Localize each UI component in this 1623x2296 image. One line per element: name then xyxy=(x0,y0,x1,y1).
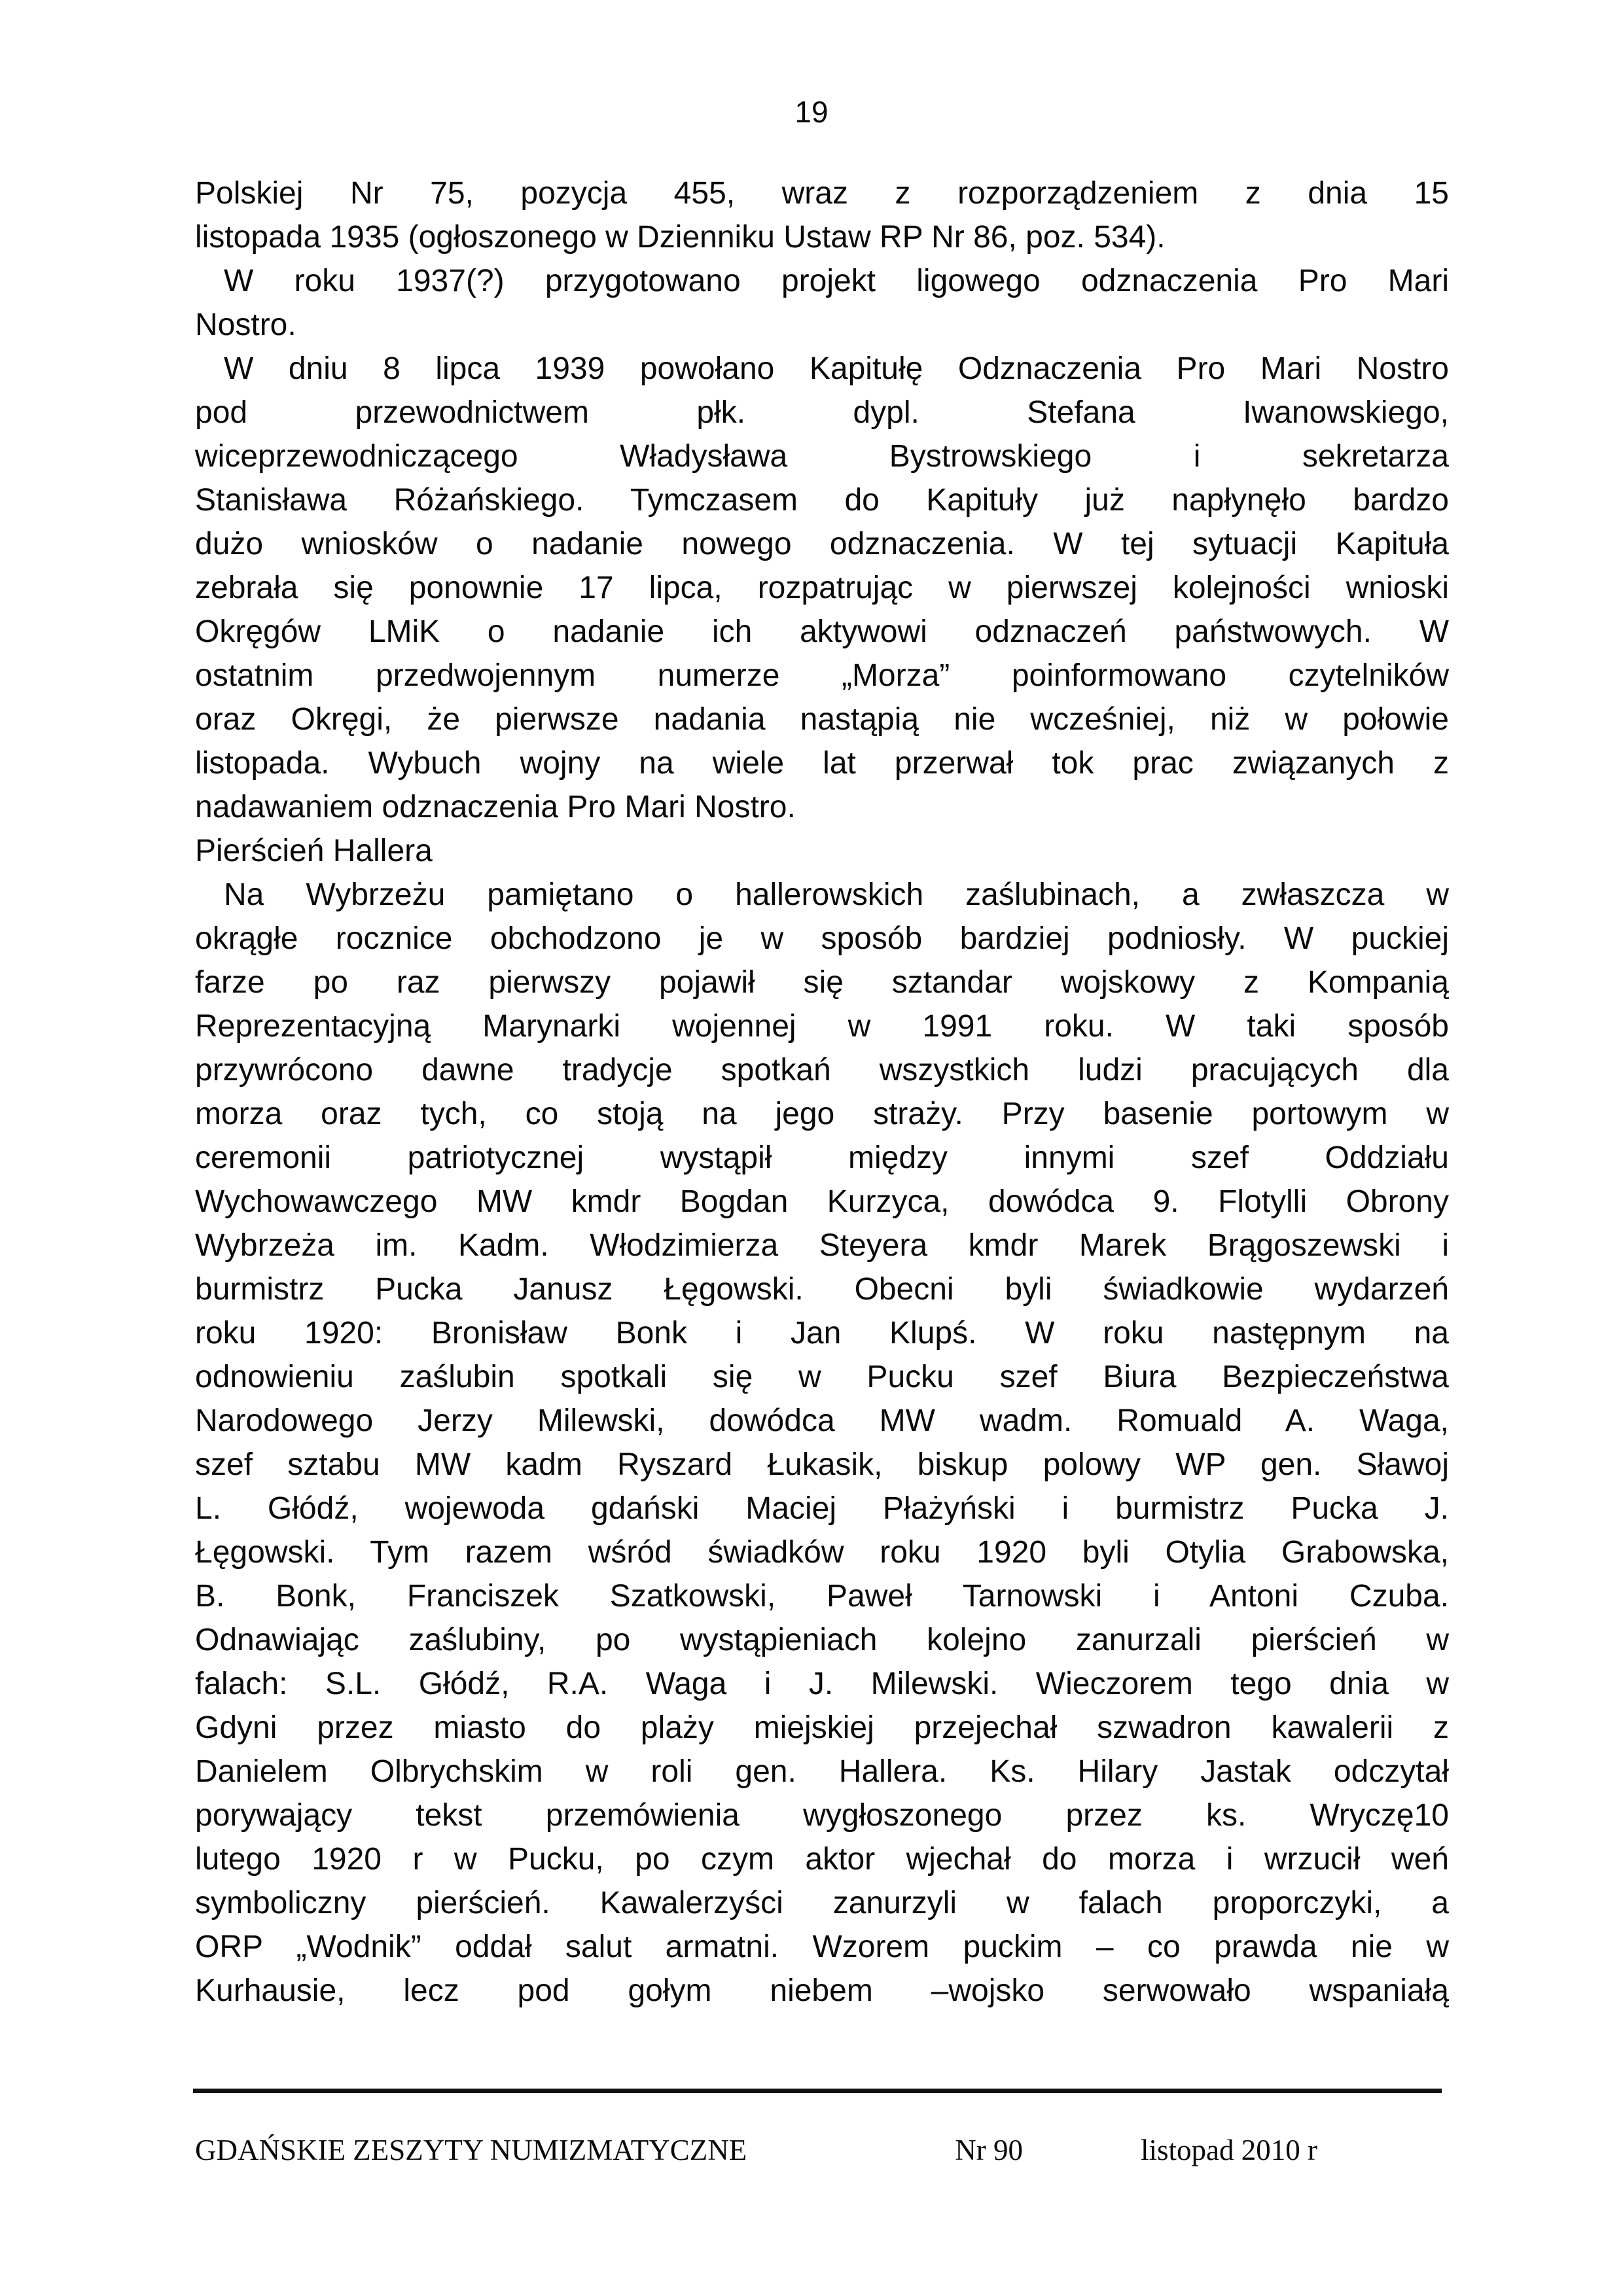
footer-date: listopad 2010 r xyxy=(1141,2134,1317,2166)
text-line: Reprezentacyjną Marynarki wojennej w 1991 roku. W taki sposób xyxy=(195,1009,1449,1044)
text-line: Łęgowski. Tym razem wśród świadków roku 1920 byli Otylia Grabowska, xyxy=(195,1535,1449,1570)
text-line: roku 1920: Bronisław Bonk i Jan Klupś. W roku następnym na xyxy=(195,1316,1449,1351)
text-line: lutego 1920 r w Pucku, po czym aktor wjechał do morza i wrzucił weń xyxy=(195,1842,1449,1877)
text-line: oraz Okręgi, że pierwsze nadania nastąpią nie wcześniej, niż w połowie xyxy=(195,702,1449,737)
text-line: pod przewodnictwem płk. dypl. Stefana Iwanowskiego, xyxy=(195,395,1449,430)
text-line: porywający tekst przemówienia wygłoszonego przez ks. Wryczę10 xyxy=(195,1798,1449,1833)
text-line: falach: S.L. Głódź, R.A. Waga i J. Milewski. Wieczorem tego dnia w xyxy=(195,1667,1449,1701)
text-line: Wybrzeża im. Kadm. Włodzimierza Steyera kmdr Marek Brągoszewski i xyxy=(195,1228,1449,1263)
text-line: Stanisława Różańskiego. Tymczasem do Kapituły już napłynęło bardzo xyxy=(195,483,1449,518)
text-line: W dniu 8 lipca 1939 powołano Kapitułę Odznaczenia Pro Mari Nostro xyxy=(224,351,1449,386)
text-line: zebrała się ponownie 17 lipca, rozpatrując w pierwszej kolejności wnioski xyxy=(195,571,1449,605)
text-line: burmistrz Pucka Janusz Łęgowski. Obecni byli świadkowie wydarzeń xyxy=(195,1272,1449,1307)
text-line: przywrócono dawne tradycje spotkań wszystkich ludzi pracujących dla xyxy=(195,1053,1449,1087)
text-line: wiceprzewodniczącego Władysława Bystrowskiego i sekretarza xyxy=(195,439,1449,474)
text-line: Okręgów LMiK o nadanie ich aktywowi odznaczeń państwowych. W xyxy=(195,614,1449,649)
text-line: dużo wniosków o nadanie nowego odznaczenia. W tej sytuacji Kapituła xyxy=(195,527,1449,561)
text-line: listopada. Wybuch wojny na wiele lat przerwał tok prac związanych z xyxy=(195,746,1449,781)
journal-title: GDAŃSKIE ZESZYTY NUMIZMATYCZNE xyxy=(195,2134,747,2166)
footer-rule xyxy=(193,2089,1442,2093)
text-line: szef sztabu MW kadm Ryszard Łukasik, biskup polowy WP gen. Sławoj xyxy=(195,1447,1449,1482)
text-line: ostatnim przedwojennym numerze „Morza” poinformowano czytelników xyxy=(195,658,1449,693)
text-line: Danielem Olbrychskim w roli gen. Hallera. Ks. Hilary Jastak odczytał xyxy=(195,1754,1449,1789)
text-line: symboliczny pierścień. Kawalerzyści zanurzyli w falach proporczyki, a xyxy=(195,1886,1449,1920)
text-line: B. Bonk, Franciszek Szatkowski, Paweł Tarnowski i Antoni Czuba. xyxy=(195,1579,1449,1614)
text-line: ORP „Wodnik” oddał salut armatni. Wzorem puckim – co prawda nie w xyxy=(195,1930,1449,1964)
text-line: Kurhausie, lecz pod gołym niebem –wojsko serwowało wspaniałą xyxy=(195,1973,1449,2008)
text-line: Odnawiając zaślubiny, po wystąpieniach kolejno zanurzali pierścień w xyxy=(195,1623,1449,1657)
text-line: Polskiej Nr 75, pozycja 455, wraz z rozporządzeniem z dnia 15 xyxy=(195,176,1449,211)
text-line: ceremonii patriotycznej wystąpił między innymi szef Oddziału xyxy=(195,1140,1449,1175)
text-line: morza oraz tych, co stoją na jego straży. Przy basenie portowym w xyxy=(195,1097,1449,1131)
issue-number: Nr 90 xyxy=(955,2134,1024,2166)
text-line: Na Wybrzeżu pamiętano o hallerowskich zaślubinach, a zwłaszcza w xyxy=(224,877,1449,912)
article-text xyxy=(195,171,1449,2013)
text-line: odnowieniu zaślubin spotkali się w Pucku szef Biura Bezpieczeństwa xyxy=(195,1360,1449,1394)
text-line: Pierścień Hallera xyxy=(195,834,433,868)
text-line: farze po raz pierwszy pojawił się sztandar wojskowy z Kompanią xyxy=(195,965,1449,1000)
text-line: W roku 1937(?) przygotowano projekt ligowego odznaczenia Pro Mari xyxy=(224,264,1449,298)
text-line: nadawaniem odznaczenia Pro Mari Nostro. xyxy=(195,790,796,824)
text-line: okrągłe rocznice obchodzono je w sposób bardziej podniosły. W puckiej xyxy=(195,921,1449,956)
text-line: listopada 1935 (ogłoszonego w Dzienniku Ustaw RP Nr 86, poz. 534). xyxy=(195,220,1166,255)
page-footer xyxy=(195,2132,1442,2168)
text-line: Wychowawczego MW kmdr Bogdan Kurzyca, dowódca 9. Flotylli Obrony xyxy=(195,1184,1449,1219)
text-line: L. Głódź, wojewoda gdański Maciej Płażyński i burmistrz Pucka J. xyxy=(195,1491,1449,1526)
text-line: Nostro. xyxy=(195,308,296,342)
text-line: Narodowego Jerzy Milewski, dowódca MW wadm. Romuald A. Waga, xyxy=(195,1404,1449,1438)
text-line: Gdyni przez miasto do plaży miejskiej przejechał szwadron kawalerii z xyxy=(195,1710,1449,1745)
page-number: 19 xyxy=(794,95,829,129)
